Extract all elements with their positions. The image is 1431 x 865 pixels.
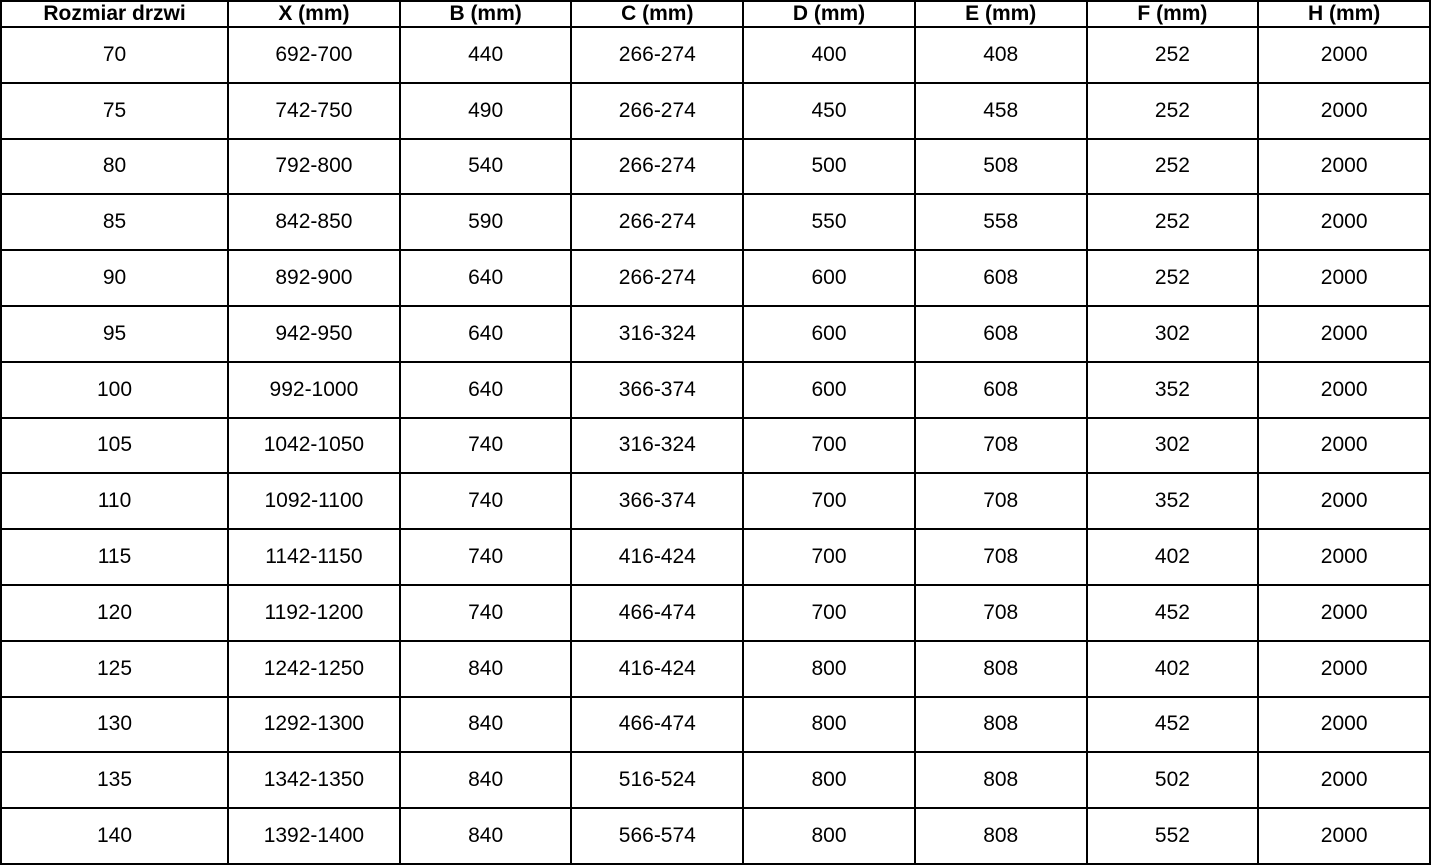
table-cell: 2000 [1258,250,1430,306]
table-cell: 600 [743,362,915,418]
table-cell: 640 [400,306,572,362]
table-cell: 808 [915,641,1087,697]
table-cell: 2000 [1258,27,1430,83]
table-cell: 1342-1350 [228,752,400,808]
table-cell: 1042-1050 [228,418,400,474]
table-cell: 708 [915,473,1087,529]
column-header-e: E (mm) [915,1,1087,27]
table-cell: 808 [915,752,1087,808]
table-cell: 2000 [1258,418,1430,474]
table-cell: 440 [400,27,572,83]
table-cell: 416-424 [571,529,743,585]
table-cell: 842-850 [228,194,400,250]
table-row [1,808,1430,864]
table-cell: 458 [915,83,1087,139]
table-cell: 85 [1,194,228,250]
table-cell: 75 [1,83,228,139]
table-cell: 2000 [1258,697,1430,753]
table-cell: 252 [1087,139,1259,195]
table-row [1,306,1430,362]
table-cell: 600 [743,306,915,362]
table-cell: 252 [1087,83,1259,139]
table-cell: 1392-1400 [228,808,400,864]
table-cell: 452 [1087,697,1259,753]
table-cell: 792-800 [228,139,400,195]
table-cell: 125 [1,641,228,697]
table-cell: 502 [1087,752,1259,808]
table-cell: 302 [1087,306,1259,362]
table-cell: 840 [400,808,572,864]
table-row [1,27,1430,83]
header-row [1,1,1430,27]
table-cell: 1242-1250 [228,641,400,697]
table-row [1,418,1430,474]
column-header-d: D (mm) [743,1,915,27]
table-row [1,529,1430,585]
table-cell: 1142-1150 [228,529,400,585]
table-row [1,83,1430,139]
column-header-x: X (mm) [228,1,400,27]
table-cell: 1292-1300 [228,697,400,753]
table-row [1,752,1430,808]
column-header-b: B (mm) [400,1,572,27]
table-cell: 266-274 [571,194,743,250]
table-row [1,473,1430,529]
table-cell: 516-524 [571,752,743,808]
table-cell: 740 [400,418,572,474]
column-header-f: F (mm) [1087,1,1259,27]
column-header-h: H (mm) [1258,1,1430,27]
table-cell: 130 [1,697,228,753]
table-cell: 90 [1,250,228,306]
table-row [1,139,1430,195]
table-cell: 402 [1087,641,1259,697]
table-cell: 566-574 [571,808,743,864]
table-cell: 740 [400,585,572,641]
table-cell: 708 [915,418,1087,474]
table-cell: 540 [400,139,572,195]
table-cell: 840 [400,641,572,697]
table-cell: 400 [743,27,915,83]
table-cell: 2000 [1258,306,1430,362]
table-cell: 352 [1087,473,1259,529]
table-cell: 490 [400,83,572,139]
table-cell: 70 [1,27,228,83]
table-cell: 1192-1200 [228,585,400,641]
table-cell: 252 [1087,250,1259,306]
table-cell: 800 [743,697,915,753]
table-cell: 800 [743,752,915,808]
table-cell: 252 [1087,194,1259,250]
table-cell: 266-274 [571,83,743,139]
table-cell: 110 [1,473,228,529]
table-cell: 558 [915,194,1087,250]
table-cell: 708 [915,529,1087,585]
column-header-c: C (mm) [571,1,743,27]
table-cell: 590 [400,194,572,250]
table-cell: 2000 [1258,83,1430,139]
table-cell: 316-324 [571,418,743,474]
table-cell: 892-900 [228,250,400,306]
table-cell: 266-274 [571,139,743,195]
table-cell: 416-424 [571,641,743,697]
table-cell: 2000 [1258,194,1430,250]
table-cell: 2000 [1258,808,1430,864]
table-cell: 115 [1,529,228,585]
table-cell: 608 [915,362,1087,418]
table-row [1,697,1430,753]
table-cell: 2000 [1258,529,1430,585]
table-cell: 740 [400,473,572,529]
table-cell: 252 [1087,27,1259,83]
table-cell: 2000 [1258,752,1430,808]
table-cell: 808 [915,697,1087,753]
table-cell: 640 [400,250,572,306]
table-cell: 500 [743,139,915,195]
table-row [1,362,1430,418]
table-cell: 800 [743,808,915,864]
table-cell: 1092-1100 [228,473,400,529]
table-cell: 120 [1,585,228,641]
column-header-rozmiar-drzwi: Rozmiar drzwi [1,1,228,27]
table-cell: 100 [1,362,228,418]
table-cell: 840 [400,752,572,808]
table-cell: 95 [1,306,228,362]
table-cell: 608 [915,250,1087,306]
table-cell: 2000 [1258,585,1430,641]
table-cell: 140 [1,808,228,864]
table-cell: 135 [1,752,228,808]
table-cell: 840 [400,697,572,753]
table-cell: 366-374 [571,473,743,529]
table-cell: 266-274 [571,27,743,83]
table-cell: 266-274 [571,250,743,306]
table-cell: 508 [915,139,1087,195]
table-cell: 808 [915,808,1087,864]
table-cell: 466-474 [571,697,743,753]
table-cell: 402 [1087,529,1259,585]
table-cell: 552 [1087,808,1259,864]
table-cell: 366-374 [571,362,743,418]
table-cell: 452 [1087,585,1259,641]
table-cell: 992-1000 [228,362,400,418]
table-cell: 942-950 [228,306,400,362]
table-cell: 800 [743,641,915,697]
table-cell: 2000 [1258,473,1430,529]
table-cell: 550 [743,194,915,250]
table-cell: 450 [743,83,915,139]
table-cell: 600 [743,250,915,306]
table-cell: 700 [743,473,915,529]
table-row [1,250,1430,306]
table-row [1,194,1430,250]
table-cell: 742-750 [228,83,400,139]
table-cell: 352 [1087,362,1259,418]
table-cell: 80 [1,139,228,195]
table-cell: 302 [1087,418,1259,474]
table-cell: 740 [400,529,572,585]
table-cell: 608 [915,306,1087,362]
table-cell: 700 [743,529,915,585]
table-header [1,1,1430,27]
table-cell: 2000 [1258,641,1430,697]
table-cell: 708 [915,585,1087,641]
table-row [1,641,1430,697]
table-cell: 316-324 [571,306,743,362]
table-cell: 692-700 [228,27,400,83]
table-cell: 2000 [1258,362,1430,418]
table-cell: 466-474 [571,585,743,641]
table-cell: 2000 [1258,139,1430,195]
table-cell: 700 [743,585,915,641]
table-body [1,27,1430,864]
table-row [1,585,1430,641]
table-cell: 700 [743,418,915,474]
table-cell: 105 [1,418,228,474]
table-cell: 640 [400,362,572,418]
table-cell: 408 [915,27,1087,83]
